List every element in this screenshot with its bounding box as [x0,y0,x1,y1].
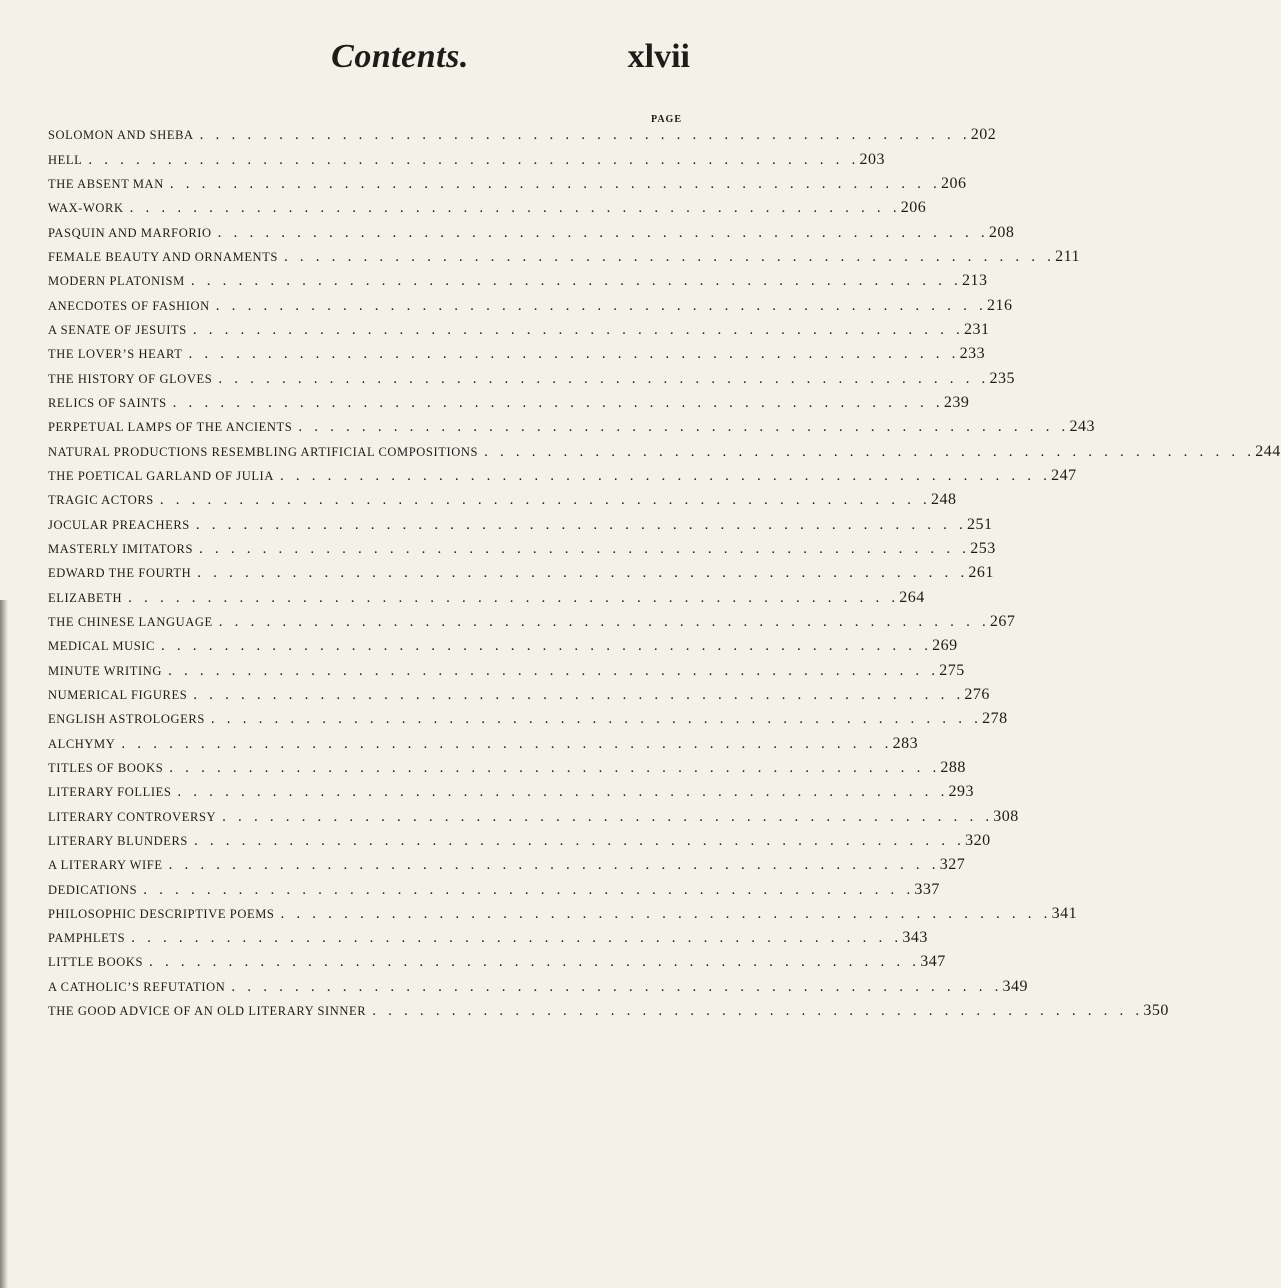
dot-leader: . . . . . . . . . . . . . . . . . . . . . . . . . . . . . . . . . . . . . . . . . . . . . . . . . [193,686,965,703]
toc-entry [48,656,965,680]
toc-entry [48,170,967,194]
dot-leader: . . . . . . . . . . . . . . . . . . . . . . . . . . . . . . . . . . . . . . . . . . . . . . . . . [215,297,987,314]
dot-leader: . . . . . . . . . . . . . . . . . . . . . . . . . . . . . . . . . . . . . . . . . . . . . . . . . [129,200,901,217]
toc-entry [48,510,993,534]
toc-entry-page: 276 [964,685,990,703]
dot-leader: . . . . . . . . . . . . . . . . . . . . . . . . . . . . . . . . . . . . . . . . . . . . . . . . . [217,224,989,241]
toc-entry-title: RELICS OF SAINTS [48,395,167,410]
toc-entry-title: A LITERARY WIFE [48,858,163,873]
toc-entry [48,462,1077,486]
toc-entry-title: DEDICATIONS [48,882,138,897]
toc-entry-title: LITERARY BLUNDERS [48,833,188,848]
toc-entry [48,243,1081,267]
dot-leader: . . . . . . . . . . . . . . . . . . . . . . . . . . . . . . . . . . . . . . . . . . . . . . . . . [218,613,990,630]
toc-entry [48,754,966,778]
toc-entry [48,316,990,340]
toc-entry-title: PASQUIN AND MARFORIO [48,225,212,240]
page-column-label: PAGE [650,114,682,125]
dot-leader: . . . . . . . . . . . . . . . . . . . . . . . . . . . . . . . . . . . . . . . . . . . . . . . . . [177,784,949,801]
toc-entry-title: PHILOSOPHIC DESCRIPTIVE POEMS [48,906,275,921]
toc-entry-page: 278 [982,710,1008,728]
dot-leader: . . . . . . . . . . . . . . . . . . . . . . . . . . . . . . . . . . . . . . . . . . . . . . . . . [218,370,990,387]
toc-entry-title: PERPETUAL LAMPS OF THE ANCIENTS [48,420,293,435]
toc-entry-title: FEMALE BEAUTY AND ORNAMENTS [48,249,278,264]
toc-entry-title: PAMPHLETS [48,931,126,946]
dot-leader: . . . . . . . . . . . . . . . . . . . . . . . . . . . . . . . . . . . . . . . . . . . . . . . . . [190,273,962,290]
toc-entry [48,778,975,802]
table-of-contents [48,121,1281,1021]
toc-entry-page: 261 [968,564,994,582]
toc-entry-title: JOCULAR PREACHERS [48,517,190,532]
dot-leader: . . . . . . . . . . . . . . . . . . . . . . . . . . . . . . . . . . . . . . . . . . . . . . . . . [283,248,1056,265]
toc-entry-page: 231 [964,320,990,338]
toc-entry-page: 267 [989,612,1016,630]
toc-entry-title: THE GOOD ADVICE OF AN OLD LITERARY SINNER [48,1004,367,1019]
toc-entry-page: 347 [920,953,946,971]
dot-leader: . . . . . . . . . . . . . . . . . . . . . . . . . . . . . . . . . . . . . . . . . . . . . . . . . [161,638,933,655]
toc-entry-title: THE ABSENT MAN [48,176,164,191]
dot-leader: . . . . . . . . . . . . . . . . . . . . . . . . . . . . . . . . . . . . . . . . . . . . . . . . . [280,905,1052,922]
page-number: xlvii [627,38,690,75]
toc-entry-title: MINUTE WRITING [48,663,163,678]
toc-entry-page: 202 [970,126,997,144]
toc-entry-title: LITERARY CONTROVERSY [48,809,217,824]
toc-entry [48,121,997,145]
toc-entry-title: A SENATE OF JESUITS [48,322,187,337]
toc-entry [48,364,1016,388]
toc-entry-page: 253 [970,539,996,557]
toc-entry-page: 264 [899,588,925,606]
toc-entry [48,802,1019,826]
toc-entry-page: 213 [961,272,988,290]
toc-entry-page: 203 [859,150,885,168]
dot-leader: . . . . . . . . . . . . . . . . . . . . . . . . . . . . . . . . . . . . . . . . . . . . . . . . . [168,857,940,874]
dot-leader: . . . . . . . . . . . . . . . . . . . . . . . . . . . . . . . . . . . . . . . . . . . . . . . . . [169,759,941,776]
toc-entry-page: 337 [914,880,940,898]
dot-leader: . . . . . . . . . . . . . . . . . . . . . . . . . . . . . . . . . . . . . . . . . . . . . . . . . [279,467,1052,484]
toc-entry [48,340,986,364]
toc-entry-title: THE CHINESE LANGUAGE [48,614,213,629]
dot-leader: . . . . . . . . . . . . . . . . . . . . . . . . . . . . . . . . . . . . . . . . . . . . . . . . . [484,443,1256,460]
toc-entry-title: TITLES OF BOOKS [48,760,164,775]
toc-entry-page: 350 [1143,1002,1169,1020]
toc-entry-title: ALCHYMY [48,736,116,751]
dot-leader: . . . . . . . . . . . . . . . . . . . . . . . . . . . . . . . . . . . . . . . . . . . . . . . . . [197,565,969,582]
toc-entry-title: NUMERICAL FIGURES [48,687,188,702]
toc-entry [48,705,1008,729]
toc-entry-title: THE POETICAL GARLAND OF JULIA [48,468,274,483]
toc-entry [48,997,1169,1021]
toc-entry-title: ELIZABETH [48,590,123,605]
dot-leader: . . . . . . . . . . . . . . . . . . . . . . . . . . . . . . . . . . . . . . . . . . . . . . . . . [222,808,994,825]
dot-leader: . . . . . . . . . . . . . . . . . . . . . . . . . . . . . . . . . . . . . . . . . . . . . . . . . [192,321,965,338]
toc-entry [48,827,991,851]
dot-leader: . . . . . . . . . . . . . . . . . . . . . . . . . . . . . . . . . . . . . . . . . . . . . . . . . [210,711,983,728]
toc-entry-page: 216 [986,296,1013,314]
dot-leader: . . . . . . . . . . . . . . . . . . . . . . . . . . . . . . . . . . . . . . . . . . . . . . . . . [88,151,860,168]
dot-leader: . . . . . . . . . . . . . . . . . . . . . . . . . . . . . . . . . . . . . . . . . . . . . . . . . [149,954,921,971]
dot-leader: . . . . . . . . . . . . . . . . . . . . . . . . . . . . . . . . . . . . . . . . . . . . . . . . . [199,540,971,557]
toc-entry-page: 233 [959,345,986,363]
dot-leader: . . . . . . . . . . . . . . . . . . . . . . . . . . . . . . . . . . . . . . . . . . . . . . . . . [169,175,941,192]
dot-leader: . . . . . . . . . . . . . . . . . . . . . . . . . . . . . . . . . . . . . . . . . . . . . . . . . [168,662,940,679]
dot-leader: . . . . . . . . . . . . . . . . . . . . . . . . . . . . . . . . . . . . . . . . . . . . . . . . . [372,1003,1144,1020]
toc-entry [48,924,928,948]
page-edge-shadow [0,600,8,1288]
toc-entry-page: 211 [1055,247,1081,265]
dot-leader: . . . . . . . . . . . . . . . . . . . . . . . . . . . . . . . . . . . . . . . . . . . . . . . . . [199,127,971,144]
toc-entry-title: HELL [48,152,83,167]
toc-entry [48,413,1095,437]
toc-entry-page: 343 [902,929,928,947]
page-header [0,34,800,84]
toc-entry-page: 341 [1051,904,1078,922]
dot-leader: . . . . . . . . . . . . . . . . . . . . . . . . . . . . . . . . . . . . . . . . . . . . . . . . . [159,492,932,509]
toc-entry-title: TRAGIC ACTORS [48,493,154,508]
toc-entry-title: SOLOMON AND SHEBA [48,128,194,143]
toc-entry-page: 244 [1255,442,1281,460]
dot-leader: . . . . . . . . . . . . . . . . . . . . . . . . . . . . . . . . . . . . . . . . . . . . . . . . . [195,516,967,533]
dot-leader: . . . . . . . . . . . . . . . . . . . . . . . . . . . . . . . . . . . . . . . . . . . . . . . . . [131,930,903,947]
toc-entry [48,535,996,559]
dot-leader: . . . . . . . . . . . . . . . . . . . . . . . . . . . . . . . . . . . . . . . . . . . . . . . . . [172,394,944,411]
toc-entry-title: MODERN PLATONISM [48,274,185,289]
toc-entry [48,559,994,583]
toc-entry-page: 251 [966,515,993,533]
toc-entry [48,389,970,413]
toc-entry [48,194,927,218]
dot-leader: . . . . . . . . . . . . . . . . . . . . . . . . . . . . . . . . . . . . . . . . . . . . . . . . . [121,735,893,752]
toc-entry-page: 269 [932,637,958,655]
toc-entry-page: 275 [939,661,965,679]
toc-entry-page: 206 [900,199,927,217]
toc-entry-title: LITTLE BOOKS [48,955,144,970]
running-title: Contents. [331,38,469,75]
toc-entry [48,681,990,705]
toc-entry [48,486,957,510]
dot-leader: . . . . . . . . . . . . . . . . . . . . . . . . . . . . . . . . . . . . . . . . . . . . . . . . . [128,589,900,606]
toc-entry [48,267,988,291]
dot-leader: . . . . . . . . . . . . . . . . . . . . . . . . . . . . . . . . . . . . . . . . . . . . . . . . . [193,832,966,849]
dot-leader: . . . . . . . . . . . . . . . . . . . . . . . . . . . . . . . . . . . . . . . . . . . . . . . . . [298,419,1070,436]
toc-entry-page: 247 [1051,466,1077,484]
toc-entry [48,632,958,656]
toc-entry [48,948,946,972]
toc-entry-page: 293 [948,783,975,801]
dot-leader: . . . . . . . . . . . . . . . . . . . . . . . . . . . . . . . . . . . . . . . . . . . . . . . . . [231,978,1003,995]
toc-entry-title: LITERARY FOLLIES [48,785,172,800]
toc-entry-title: A CATHOLIC’S REFUTATION [48,979,226,994]
toc-entry [48,851,966,875]
toc-entry-page: 283 [892,734,919,752]
toc-entry [48,583,925,607]
toc-entry-page: 243 [1069,418,1095,436]
toc-entry-page: 248 [931,491,957,509]
toc-entry [48,875,940,899]
toc-entry-title: THE HISTORY OF GLOVES [48,371,213,386]
toc-entry-page: 327 [939,856,966,874]
dot-leader: . . . . . . . . . . . . . . . . . . . . . . . . . . . . . . . . . . . . . . . . . . . . . . . . . [143,881,915,898]
toc-entry-title: MASTERLY IMITATORS [48,541,194,556]
toc-entry-title: ANECDOTES OF FASHION [48,298,210,313]
toc-entry-page: 288 [940,758,966,776]
toc-entry [48,437,1281,461]
toc-entry [48,729,919,753]
toc-entry-title: ENGLISH ASTROLOGERS [48,712,205,727]
toc-entry-page: 320 [965,831,991,849]
toc-entry-page: 239 [943,393,970,411]
toc-entry [48,900,1078,924]
toc-entry [48,291,1013,315]
toc-entry [48,218,1015,242]
toc-entry-title: NATURAL PRODUCTIONS RESEMBLING ARTIFICIAL COMPOSITIONS [48,444,479,459]
toc-entry-title: WAX-WORK [48,201,124,216]
toc-entry-title: EDWARD THE FOURTH [48,566,192,581]
toc-entry-page: 206 [940,174,967,192]
toc-entry [48,145,885,169]
toc-entry-page: 235 [989,369,1016,387]
toc-entry-page: 208 [988,223,1015,241]
dot-leader: . . . . . . . . . . . . . . . . . . . . . . . . . . . . . . . . . . . . . . . . . . . . . . . . . [188,346,960,363]
toc-entry-title: MEDICAL MUSIC [48,639,155,654]
toc-entry [48,608,1016,632]
toc-entry-page: 308 [993,807,1019,825]
toc-entry [48,972,1029,996]
toc-entry-title: THE LOVER’S HEART [48,347,183,362]
toc-entry-page: 349 [1002,977,1029,995]
